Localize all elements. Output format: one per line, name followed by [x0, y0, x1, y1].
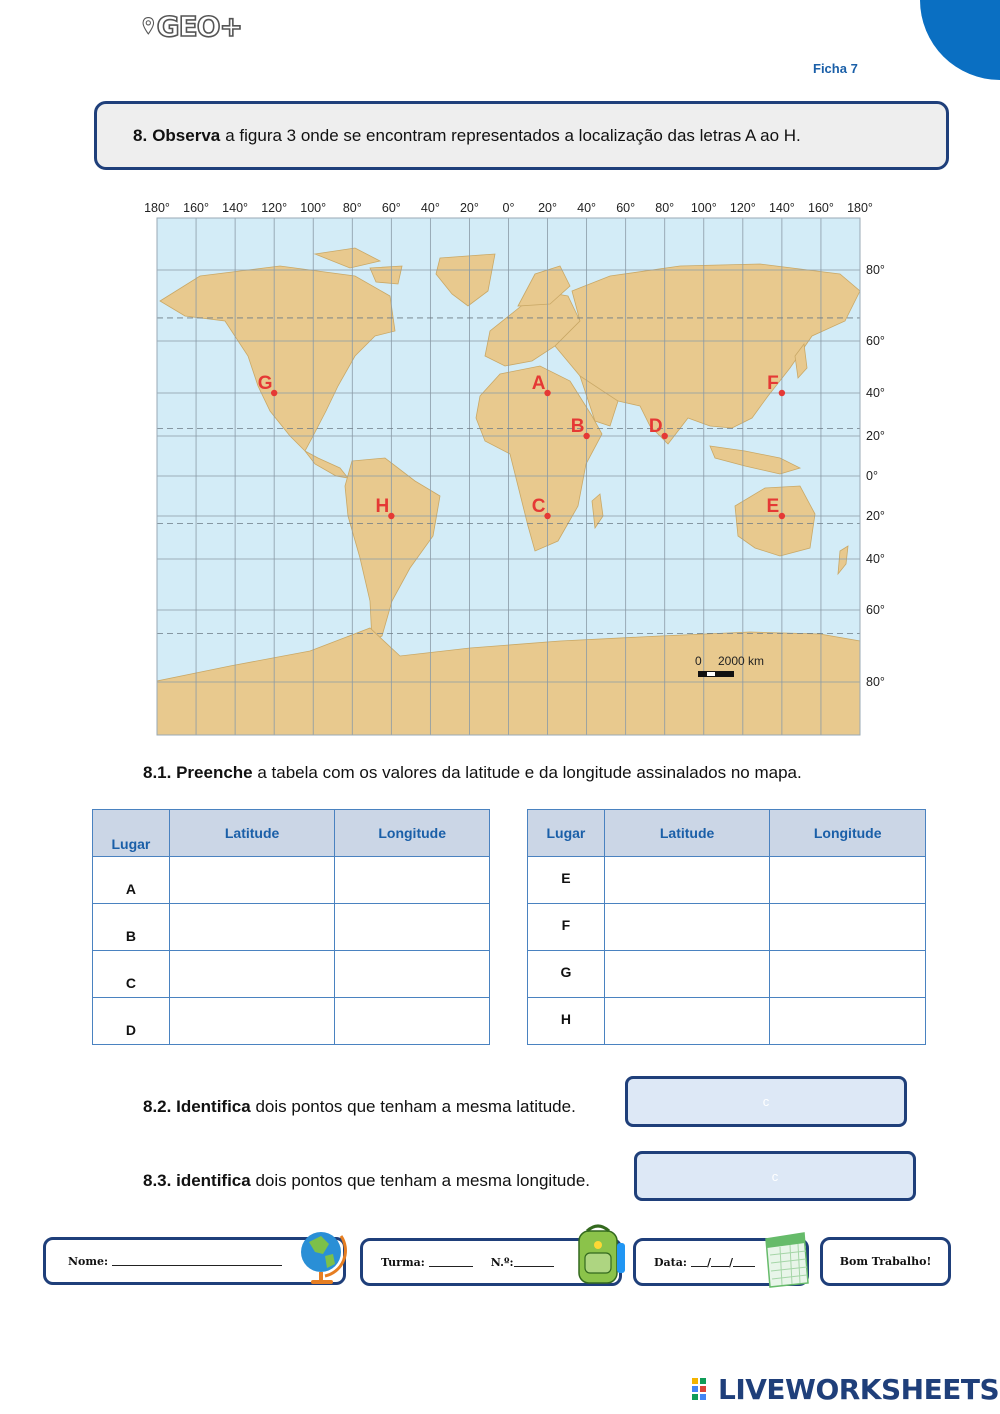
place-label: F [528, 904, 605, 951]
longitude-label: 140° [768, 201, 795, 215]
longitude-label: 20° [538, 201, 558, 215]
latitude-cell-h[interactable] [604, 998, 770, 1045]
calendar-icon [760, 1229, 812, 1291]
number-label: N.º: [490, 1255, 514, 1269]
q83-text: dois pontos que tenham a mesma longitude. [255, 1171, 590, 1190]
table-left-header-longitude: Longitude [335, 810, 490, 857]
q82-text: dois pontos que tenham a mesma latitude. [255, 1097, 576, 1116]
table-right-header-latitude: Latitude [604, 810, 770, 857]
table-right-header-place: Lugar [528, 810, 605, 857]
world-map [140, 196, 890, 741]
place-label: A [93, 857, 170, 904]
longitude-label: 140° [222, 201, 249, 215]
date-day-line[interactable] [691, 1257, 707, 1267]
closing-box [820, 1237, 951, 1286]
question-8-3 [143, 1171, 590, 1191]
longitude-labels [144, 201, 873, 215]
world-map-svg [140, 196, 890, 741]
logo-text: GEO+ [156, 9, 242, 43]
table-row [93, 857, 490, 904]
table-row [528, 951, 926, 998]
longitude-cell-d[interactable] [335, 998, 490, 1045]
latitude-label: 60° [866, 603, 885, 617]
geo-logo [142, 6, 242, 46]
table-row [528, 904, 926, 951]
date-month-line[interactable] [711, 1257, 729, 1267]
latitude-cell-g[interactable] [604, 951, 770, 998]
location-pin-icon [142, 8, 155, 44]
scale-value: 2000 km [718, 654, 765, 668]
longitude-label: 0° [502, 201, 515, 215]
table-row [93, 951, 490, 998]
place-label: H [528, 998, 605, 1045]
corner-decoration [920, 0, 1000, 80]
longitude-cell-c[interactable] [335, 951, 490, 998]
longitude-label: 160° [183, 201, 209, 215]
answer-hint: c [762, 1094, 770, 1109]
answer-input-8-2[interactable] [625, 1076, 907, 1127]
longitude-label: 40° [577, 201, 597, 215]
table-right-header-longitude: Longitude [770, 810, 926, 857]
place-label: B [93, 904, 170, 951]
map-point-label: G [257, 373, 273, 394]
latitude-label: 20° [866, 429, 885, 443]
question-8 [94, 101, 949, 170]
longitude-label: 20° [459, 201, 479, 215]
longitude-cell-b[interactable] [335, 904, 490, 951]
map-point-label: B [570, 416, 585, 437]
longitude-label: 180° [847, 201, 873, 215]
date-separator: / [706, 1255, 711, 1269]
map-point-label: F [767, 373, 779, 394]
map-point-label: E [766, 496, 780, 517]
map-point-label: C [531, 496, 546, 517]
q83-verb: identifica [176, 1171, 251, 1190]
place-label: D [93, 998, 170, 1045]
q83-number: 8.3. [143, 1171, 172, 1190]
q82-number: 8.2. [143, 1097, 172, 1116]
name-box [43, 1237, 346, 1285]
date-separator: / [728, 1255, 733, 1269]
latitude-label: 20° [866, 509, 885, 523]
question-verb: Observa [152, 125, 221, 145]
scale-bar [698, 671, 734, 677]
latitude-labels [866, 263, 885, 689]
longitude-label: 100° [690, 201, 717, 215]
answer-input-8-3[interactable] [634, 1151, 916, 1201]
place-label: G [528, 951, 605, 998]
latitude-cell-e[interactable] [604, 857, 770, 904]
place-label: C [93, 951, 170, 998]
question-8-1 [143, 763, 802, 783]
latitude-cell-f[interactable] [604, 904, 770, 951]
latitude-label: 40° [866, 552, 885, 566]
longitude-label: 100° [300, 201, 327, 215]
liveworksheets-brand [692, 1373, 999, 1406]
name-line[interactable] [112, 1256, 282, 1266]
question-text: a figura 3 onde se encontram representados a localização das letras A ao H. [225, 125, 801, 145]
q81-text: a tabela com os valores da latitude e da longitude assinalados no mapa. [257, 763, 802, 782]
question-8-2 [143, 1097, 576, 1117]
longitude-cell-a[interactable] [335, 857, 490, 904]
longitude-label: 160° [808, 201, 834, 215]
longitude-label: 80° [342, 201, 362, 215]
date-year-line[interactable] [733, 1257, 755, 1267]
class-box [360, 1238, 622, 1286]
latitude-label: 40° [866, 386, 885, 400]
latitude-cell-b[interactable] [169, 904, 335, 951]
liveworksheets-wordmark: LIVEWORKSHEETS [718, 1373, 1000, 1406]
globe-icon [297, 1226, 349, 1288]
question-number: 8. [133, 125, 148, 145]
map-point-e [779, 513, 785, 519]
table-row [93, 998, 490, 1045]
number-line[interactable] [514, 1257, 554, 1267]
table-row [528, 998, 926, 1045]
longitude-label: 40° [420, 201, 440, 215]
longitude-cell-h[interactable] [770, 998, 926, 1045]
q81-number: 8.1. [143, 763, 172, 782]
q82-verb: Identifica [176, 1097, 251, 1116]
longitude-cell-g[interactable] [770, 951, 926, 998]
latitude-label: 60° [866, 334, 885, 348]
answer-hint: c [771, 1168, 779, 1184]
table-row [93, 904, 490, 951]
q81-verb: Preenche [176, 763, 253, 782]
worksheet-label: Ficha 7 [813, 61, 858, 76]
closing-text: Bom Trabalho! [839, 1255, 932, 1268]
longitude-label: 120° [729, 201, 756, 215]
backpack-icon [569, 1223, 629, 1289]
map-point-label: D [648, 416, 663, 437]
latitude-label: 80° [866, 263, 885, 277]
longitude-label: 60° [616, 201, 636, 215]
liveworksheets-logo-icon [692, 1378, 714, 1402]
scale-bar-segment [707, 672, 715, 676]
longitude-label: 120° [261, 201, 288, 215]
table-left-header-place: Lugar [93, 810, 170, 857]
latitude-cell-d[interactable] [169, 998, 335, 1045]
longitude-cell-e[interactable] [770, 857, 926, 904]
table-row [528, 857, 926, 904]
class-label: Turma: [381, 1255, 425, 1269]
map-point-f [779, 390, 785, 396]
latitude-cell-c[interactable] [169, 951, 335, 998]
table-right [527, 809, 926, 1045]
latitude-label: 80° [866, 675, 885, 689]
scale-zero: 0 [695, 654, 702, 668]
table-left [92, 809, 490, 1045]
map-point-label: A [531, 373, 546, 394]
date-box [633, 1238, 809, 1286]
map-point-label: H [375, 496, 390, 517]
date-label: Data: [654, 1255, 687, 1269]
place-label: E [528, 857, 605, 904]
name-label: Nome: [68, 1254, 109, 1268]
longitude-label: 60° [381, 201, 401, 215]
longitude-cell-f[interactable] [770, 904, 926, 951]
latitude-cell-a[interactable] [169, 857, 335, 904]
longitude-label: 80° [655, 201, 675, 215]
longitude-label: 180° [144, 201, 170, 215]
table-left-header-latitude: Latitude [169, 810, 335, 857]
latitude-label: 0° [866, 469, 878, 483]
class-line[interactable] [429, 1257, 473, 1267]
